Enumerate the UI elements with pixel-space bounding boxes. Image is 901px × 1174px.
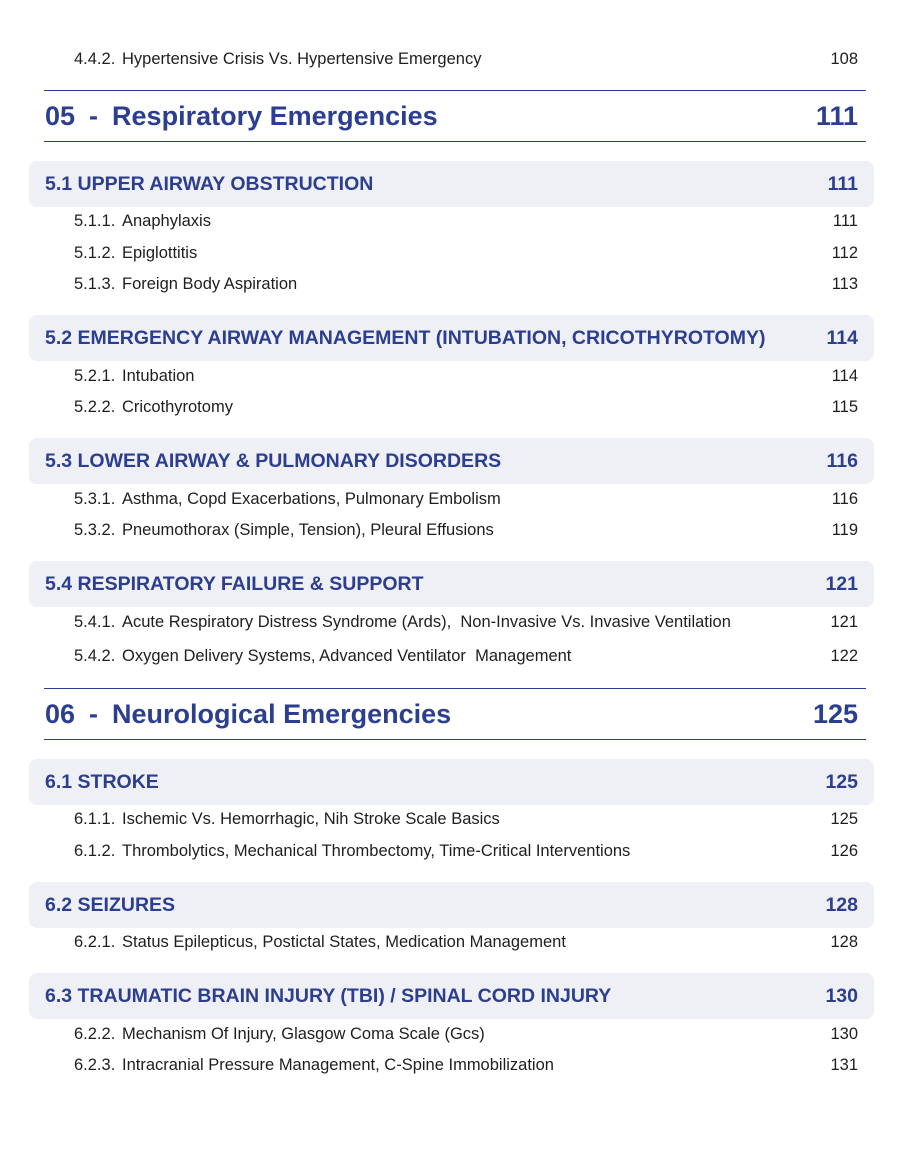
toc-item-page: 112	[831, 243, 858, 262]
toc-item-number: 5.2.2.	[74, 397, 116, 416]
toc-item[interactable]	[74, 393, 858, 421]
toc-item-label: Oxygen Delivery Systems, Advanced Ventilator Management	[122, 646, 572, 665]
toc-item-page: 125	[830, 809, 858, 828]
chapter-page: 111	[815, 100, 858, 131]
toc-item-page: 128	[830, 932, 858, 951]
section-title: 5.3 LOWER AIRWAY & PULMONARY DISORDERS	[45, 449, 502, 472]
toc-item-page: 115	[831, 397, 858, 416]
toc-item-page: 113	[831, 274, 858, 293]
toc-item-label: Status Epilepticus, Postictal States, Medication Management	[122, 932, 566, 951]
toc-item-page: 130	[830, 1024, 858, 1043]
toc-item[interactable]	[74, 608, 858, 636]
toc-item-label: Intracranial Pressure Management, C-Spine Immobilization	[122, 1055, 554, 1074]
toc-item-label: Intubation	[122, 366, 195, 385]
toc-item-label: Thrombolytics, Mechanical Thrombectomy, Time-Critical Interventions	[122, 841, 631, 860]
toc-item[interactable]	[74, 1020, 858, 1048]
toc-item[interactable]	[74, 642, 858, 670]
chapter-title-group	[45, 101, 438, 132]
toc-item[interactable]	[74, 485, 858, 513]
toc-item-number: 6.2.2.	[74, 1024, 116, 1043]
toc-item-number: 5.4.2.	[74, 646, 116, 665]
toc-item[interactable]	[74, 270, 858, 298]
toc-item-label: Epiglottitis	[122, 243, 198, 262]
toc-item-label: Cricothyrotomy	[122, 397, 233, 416]
section-page: 128	[825, 893, 858, 916]
toc-item-number: 5.2.1.	[74, 366, 116, 385]
section-title: 5.2 EMERGENCY AIRWAY MANAGEMENT (INTUBATION, CRICOTHYROTOMY)	[45, 326, 766, 349]
section-page: 111	[827, 172, 858, 195]
section-title: 5.1 UPPER AIRWAY OBSTRUCTION	[45, 172, 374, 195]
section-heading[interactable]	[29, 973, 874, 1019]
toc-item-number: 6.1.2.	[74, 841, 116, 860]
section-heading[interactable]	[29, 759, 874, 805]
toc-item-label: Ischemic Vs. Hemorrhagic, Nih Stroke Scale Basics	[122, 809, 500, 828]
toc-item-page: 119	[831, 520, 858, 539]
toc-item[interactable]	[74, 45, 858, 73]
section-title: 5.4 RESPIRATORY FAILURE & SUPPORT	[45, 572, 424, 595]
section-title: 6.2 SEIZURES	[45, 893, 176, 916]
section-title: 6.1 STROKE	[45, 770, 159, 793]
chapter-heading[interactable]	[44, 688, 866, 740]
toc-item-page: 121	[830, 612, 858, 631]
toc-item-number: 6.2.3.	[74, 1055, 116, 1074]
toc-item-page: 126	[830, 841, 858, 860]
toc-item-page: 122	[830, 646, 858, 665]
section-page: 130	[825, 984, 858, 1007]
chapter-title: Neurological Emergencies	[112, 698, 452, 729]
chapter-number: 05	[45, 100, 76, 131]
toc-item-number: 5.1.2.	[74, 243, 116, 262]
toc-item-number: 4.4.2.	[74, 49, 116, 68]
toc-item-number: 6.1.1.	[74, 809, 116, 828]
toc-item-page: 131	[830, 1055, 858, 1074]
chapter-title-group	[45, 699, 451, 730]
toc-item[interactable]	[74, 516, 858, 544]
toc-item-label: Anaphylaxis	[122, 211, 211, 230]
toc-item-page: 111	[832, 211, 858, 230]
toc-item-number: 5.3.1.	[74, 489, 116, 508]
section-heading[interactable]	[29, 438, 874, 484]
section-heading[interactable]	[29, 161, 874, 207]
toc-item[interactable]	[74, 928, 858, 956]
chapter-heading[interactable]	[44, 90, 866, 142]
toc-item[interactable]	[74, 805, 858, 833]
section-page: 114	[826, 326, 858, 349]
toc-item-number: 5.1.3.	[74, 274, 116, 293]
toc-item-page: 114	[831, 366, 858, 385]
chapter-separator: -	[89, 698, 99, 729]
chapter-page: 125	[812, 698, 858, 729]
toc-item-number: 5.1.1.	[74, 211, 116, 230]
toc-item-label: Foreign Body Aspiration	[122, 274, 298, 293]
toc-item-number: 5.4.1.	[74, 612, 116, 631]
section-heading[interactable]	[29, 882, 874, 928]
toc-item[interactable]	[74, 362, 858, 390]
section-page: 116	[826, 449, 858, 472]
section-title: 6.3 TRAUMATIC BRAIN INJURY (TBI) / SPINAL CORD INJURY	[45, 984, 612, 1007]
toc-item[interactable]	[74, 207, 858, 235]
toc-item-page: 108	[830, 49, 858, 68]
toc-item-label: Acute Respiratory Distress Syndrome (Ards), Non-Invasive Vs. Invasive Ventilation	[122, 612, 731, 631]
section-heading[interactable]	[29, 315, 874, 361]
toc-item-label: Pneumothorax (Simple, Tension), Pleural Effusions	[122, 520, 494, 539]
chapter-separator: -	[89, 100, 99, 131]
section-page: 121	[825, 572, 858, 595]
toc-item[interactable]	[74, 239, 858, 267]
toc-item[interactable]	[74, 837, 858, 865]
chapter-number: 06	[45, 698, 76, 729]
toc-item[interactable]	[74, 1051, 858, 1079]
chapter-title: Respiratory Emergencies	[112, 100, 438, 131]
section-heading[interactable]	[29, 561, 874, 607]
toc-item-page: 116	[831, 489, 858, 508]
toc-item-label: Asthma, Copd Exacerbations, Pulmonary Embolism	[122, 489, 501, 508]
section-page: 125	[825, 770, 858, 793]
toc-item-label: Mechanism Of Injury, Glasgow Coma Scale (Gcs)	[122, 1024, 485, 1043]
toc-item-number: 6.2.1.	[74, 932, 116, 951]
toc-item-number: 5.3.2.	[74, 520, 116, 539]
toc-item-label: Hypertensive Crisis Vs. Hypertensive Emergency	[122, 49, 482, 68]
